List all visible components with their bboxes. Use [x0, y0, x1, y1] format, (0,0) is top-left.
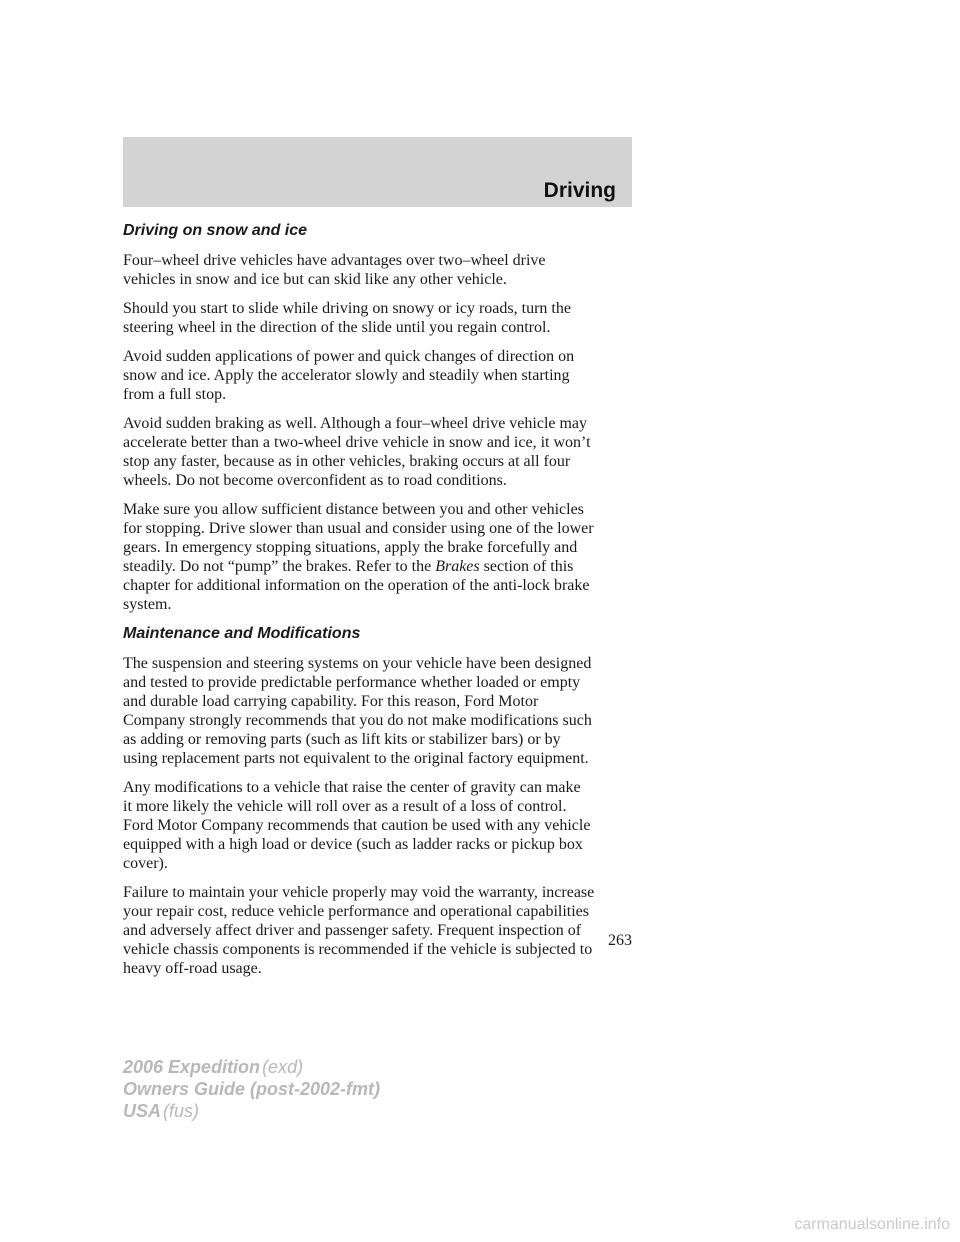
heading-snow-ice: Driving on snow and ice: [123, 222, 308, 239]
footer-line-model: [123, 1056, 380, 1078]
footer-market-code: (fus): [163, 1101, 200, 1121]
paragraph: Avoid sudden applications of power and quick changes of direction on snow and ice. Apply the accelerator slowly and steadily when starting from a full stop.: [123, 348, 575, 403]
paragraph: Avoid sudden braking as well. Although a four–wheel drive vehicle may accelerate better than a two-wheel drive vehicle in snow and ice, it won’t stop any faster, because as in other vehicles, braking occurs at all four wheels. Do not become overconfident as to road conditions.: [123, 415, 591, 489]
paragraph-brakes: [123, 500, 643, 614]
section-title: Driving: [543, 179, 616, 202]
paragraph: Any modifications to a vehicle that raise the center of gravity can make it more likely the vehicle will roll over as a result of a loss of control. Ford Motor Company recommends that caution be used with any vehicle equipped with a high load or device (such as ladder racks or pickup box cover).: [123, 779, 591, 872]
section-header-band: [123, 137, 632, 207]
page-content: [123, 221, 643, 988]
document-footer: [123, 1056, 380, 1122]
page-number: 263: [608, 932, 632, 949]
paragraph: The suspension and steering systems on your vehicle have been designed and tested to provide predictable performance whether loaded or empty and durable load carrying capability. For this reason, Ford Motor Company strongly recommends that you do not make modifications such as adding or removing parts (such as lift kits or stabilizer bars) or by using replacement parts not equivalent to the original factory equipment.: [123, 655, 592, 767]
footer-guide: Owners Guide (post-2002-fmt): [123, 1079, 381, 1099]
brakes-text-before: Make sure you allow sufficient distance between you and other vehicles for stopping. Drive slower than usual and consider using one of the lower gears. In emergency stopping situations, apply the brake forcefully and steadily. Do not “pump” the brakes. Refer to the: [123, 501, 594, 575]
watermark: carmanualsonline.info: [794, 1216, 950, 1233]
footer-model-code: (exd): [262, 1057, 304, 1077]
paragraph: Failure to maintain your vehicle properly may void the warranty, increase your repair cost, reduce vehicle performance and operational capabilities and adversely affect driver and passenger safety. Frequent inspection of vehicle chassis components is recommended if the vehicle is subjected to heavy off-road usage.: [123, 884, 595, 977]
footer-market: USA: [123, 1101, 162, 1121]
paragraph: Four–wheel drive vehicles have advantages over two–wheel drive vehicles in snow and ice but can skid like any other vehicle.: [123, 252, 546, 288]
heading-maintenance: Maintenance and Modifications: [123, 625, 361, 642]
paragraph: Should you start to slide while driving on snowy or icy roads, turn the steering wheel in the direction of the slide until you regain control.: [123, 300, 571, 336]
brakes-text-after: section of this chapter for additional information on the operation of the anti-lock brake system.: [123, 558, 590, 613]
brakes-reference: Brakes: [435, 558, 480, 575]
footer-line-market: [123, 1100, 380, 1122]
footer-model: 2006 Expedition: [123, 1057, 261, 1077]
